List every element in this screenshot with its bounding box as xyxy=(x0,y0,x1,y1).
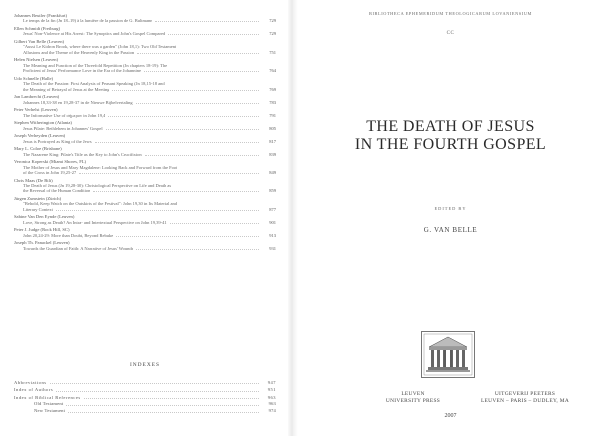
toc-page-number: 901 xyxy=(269,219,276,225)
dot-leader xyxy=(168,34,259,35)
index-entry xyxy=(14,401,276,408)
toc-entry xyxy=(14,120,276,131)
toc-title: The Meaning and Function of the Threefold Repetition (Jn chapters 18-19): The xyxy=(23,62,168,68)
toc-title-line xyxy=(14,220,276,225)
index-page-number: 951 xyxy=(267,387,276,393)
editor-name: G. VAN BELLE xyxy=(423,226,478,234)
index-page-number: 947 xyxy=(267,380,276,385)
toc-page-number: 751 xyxy=(269,49,276,55)
toc-title: "Aussi Le Kidron Brook, where there was a garden" (John 18,1): Two Old Testament xyxy=(23,44,177,50)
index-label: New Testament xyxy=(34,408,66,414)
toc-title-line xyxy=(14,233,276,238)
toc-title: Towards the Guardian of Faith: A Narrative of Jesus' Wounds xyxy=(23,245,134,251)
toc-title-line xyxy=(14,126,276,131)
toc-entry xyxy=(14,107,276,118)
toc-title-line xyxy=(14,18,276,23)
volume-number: CC xyxy=(446,31,455,36)
index-entry xyxy=(14,408,276,415)
toc-title: The Nazarene King: Pilate's Title as the Key to John's Crucifixion xyxy=(23,151,142,157)
index-label: Old Testament xyxy=(34,401,64,407)
toc-entry xyxy=(14,76,276,92)
publisher-left-line: LEUVEN xyxy=(401,391,425,397)
index-label: Index of Biblical References xyxy=(14,394,81,400)
toc-title-line xyxy=(14,152,276,157)
dot-leader xyxy=(144,71,259,72)
index-entry xyxy=(14,386,276,393)
index-page-number: 974 xyxy=(268,408,276,414)
toc-page-number: 769 xyxy=(269,86,276,92)
toc-page-number: 764 xyxy=(269,68,276,74)
index-label: Abbreviations xyxy=(14,380,47,385)
dot-leader xyxy=(116,236,259,237)
toc-title: Literary Context xyxy=(23,206,53,212)
toc-title: The Mother of Jesus and Mary Magdalene: Looking Back and Forward from the Foot xyxy=(23,164,178,170)
publisher-emblem-icon xyxy=(421,331,475,378)
toc-title-line xyxy=(14,139,276,144)
toc-entry xyxy=(14,178,276,194)
book-title-line: THE DEATH OF JESUS xyxy=(366,118,535,135)
toc-title: The Informative Use of σήμερον in John 19,4 xyxy=(23,112,106,118)
toc-title: Le temps de la fin (Jn 18–19) à la lumière de la passion de G. Bultmann xyxy=(23,18,153,24)
toc-entry xyxy=(14,39,276,55)
indexes-list xyxy=(14,379,276,415)
toc-title-line xyxy=(14,31,276,36)
toc-page-number: 859 xyxy=(269,188,276,194)
toc-title-line xyxy=(14,68,276,73)
toc-author: Peter Verhelst (Leuven) xyxy=(14,107,58,113)
toc-entry xyxy=(14,13,276,24)
table-of-contents xyxy=(14,13,276,253)
toc-title: The Death of Jesus (Jn 19,28-30): Christological Perspective on Life and Death as xyxy=(23,183,172,189)
index-label: Index of Authors xyxy=(14,387,54,393)
toc-title-line xyxy=(14,50,276,55)
toc-entry xyxy=(14,214,276,225)
publisher-left-line: UNIVERSITY PRESS xyxy=(385,398,441,404)
toc-title: Love, Strong as Death? An Intra- and Intertextual Perspective on John 19,39-41 xyxy=(23,219,167,225)
dot-leader xyxy=(108,116,259,117)
toc-author: Ellen Schmidt (Freiburg) xyxy=(14,26,61,31)
publication-year: 2007 xyxy=(444,413,457,419)
toc-author: Stephen Witherington (Atlanta) xyxy=(14,120,72,126)
toc-title-line xyxy=(14,113,276,118)
toc-title: Johannes 18,33-38 en 19,28-37 in de Nieuwe Bijbelvertaling xyxy=(23,99,133,105)
indexes-heading: INDEXES xyxy=(129,362,161,368)
toc-author: Helen Nielsen (Leuven) xyxy=(14,57,59,63)
toc-page-number: 817 xyxy=(269,138,276,144)
dot-leader xyxy=(93,191,259,192)
dot-leader xyxy=(155,21,259,22)
toc-title: Jesus Pilate: Bethlehem in Johannes' Gospel xyxy=(23,125,103,131)
dot-leader xyxy=(112,90,259,91)
toc-entry xyxy=(14,240,276,251)
toc-title: The Death of the Passion: First Analysis of Peasant Speaking (Jn 18,15-18 and xyxy=(23,81,165,87)
toc-title: Allusions and the Theme of the Heavenly King in the Passion xyxy=(23,49,135,55)
toc-title: of the Cross in John 19,25-27 xyxy=(23,170,77,176)
dot-leader xyxy=(136,249,259,250)
toc-author: Joseph Th. Panackel (Leuven) xyxy=(14,240,70,246)
toc-title-line xyxy=(14,170,276,175)
toc-entry xyxy=(14,57,276,73)
index-entry xyxy=(14,394,276,401)
toc-title: John 20,24-29: More than Doubt, Beyond Rebuke xyxy=(23,232,114,238)
index-page-number: 963 xyxy=(267,394,276,400)
index-entry xyxy=(14,379,276,386)
dot-leader xyxy=(95,142,259,143)
toc-title-line xyxy=(14,87,276,92)
book-title-line: IN THE FOURTH GOSPEL xyxy=(354,136,547,153)
toc-title: Jesus is Portrayed as King of the Jews xyxy=(23,138,92,144)
toc-title: Jesus' Non-Violence at His Arrest: The Synoptics and John's Gospel Compared xyxy=(23,31,166,37)
dot-leader xyxy=(68,412,259,413)
series-title: BIBLIOTHECA EPHEMERIDUM THEOLOGICARUM LOVANIENSIUM xyxy=(369,11,532,16)
index-page-number: 963 xyxy=(268,401,276,407)
toc-title: the Meaning of Betrayal of Jesus at the Meeting xyxy=(23,86,110,92)
dot-leader xyxy=(84,398,259,399)
toc-page-number: 931 xyxy=(269,245,276,251)
edited-by-label: EDITED BY xyxy=(434,206,467,211)
toc-title: the Reversal of the Human Condition xyxy=(23,188,91,194)
dot-leader xyxy=(50,383,259,384)
toc-title: Proficient of Jesus' Performance Love in the Era of the Johannine xyxy=(23,68,142,74)
publisher-right xyxy=(470,391,580,405)
dot-leader xyxy=(170,223,259,224)
toc-entry xyxy=(14,159,276,175)
toc-entry xyxy=(14,227,276,238)
toc-title: "Behold, Keep Watch on the Outskirts of the Festival": John 19,30 in Its Material and xyxy=(23,201,177,207)
toc-author: Mary L. Coloe (Brisbane) xyxy=(14,146,62,152)
dot-leader xyxy=(56,391,259,392)
toc-page-number: 805 xyxy=(269,125,276,131)
toc-author: Chris Maas (De Bilt) xyxy=(14,177,53,183)
toc-author: Sabine Van Den Eynde (Leuven) xyxy=(14,214,75,220)
dot-leader xyxy=(106,129,259,130)
toc-page-number: 839 xyxy=(269,151,276,157)
toc-entry xyxy=(14,196,276,212)
dot-leader xyxy=(137,53,259,54)
toc-entry xyxy=(14,94,276,105)
toc-author: Jürgen Zumstein (Zürich) xyxy=(14,196,62,202)
toc-title-line xyxy=(14,207,276,212)
publisher-left xyxy=(368,391,458,405)
dot-leader xyxy=(66,405,259,406)
toc-page-number: 849 xyxy=(269,170,276,176)
toc-entry xyxy=(14,146,276,157)
toc-title-line xyxy=(14,246,276,251)
dot-leader xyxy=(79,173,259,174)
dot-leader xyxy=(56,210,259,211)
toc-page-number: 913 xyxy=(269,232,276,238)
toc-author: Peter J. Judge (Rock Hill, SC) xyxy=(14,227,70,233)
dot-leader xyxy=(145,155,259,156)
toc-entry xyxy=(14,26,276,37)
toc-page-number: 877 xyxy=(269,206,276,212)
dot-leader xyxy=(136,103,259,104)
toc-page-number: 729 xyxy=(269,18,276,24)
toc-page-number: 783 xyxy=(269,99,276,105)
toc-author: Johannes Beutler (Frankfurt) xyxy=(14,13,68,18)
toc-author: Jan Lambrecht (Leuven) xyxy=(14,94,60,100)
page-gutter xyxy=(288,0,298,436)
toc-author: Veronica Koperski (Miami Shores, FL) xyxy=(14,159,87,165)
toc-title-line xyxy=(14,188,276,193)
toc-author: Udo Schnelle (Halle) xyxy=(14,75,54,81)
publisher-right-line: UITGEVERIJ PEETERS xyxy=(494,391,556,397)
toc-author: Joseph Verheyden (Leuven) xyxy=(14,133,66,139)
publisher-right-line: LEUVEN – PARIS – DUDLEY, MA xyxy=(480,398,570,404)
toc-page-number: 791 xyxy=(269,112,276,118)
toc-page-number: 729 xyxy=(269,31,276,37)
toc-author: Gilbert Van Belle (Leuven) xyxy=(14,39,65,44)
book-title xyxy=(305,118,596,154)
toc-entry xyxy=(14,133,276,144)
toc-title-line xyxy=(14,100,276,105)
